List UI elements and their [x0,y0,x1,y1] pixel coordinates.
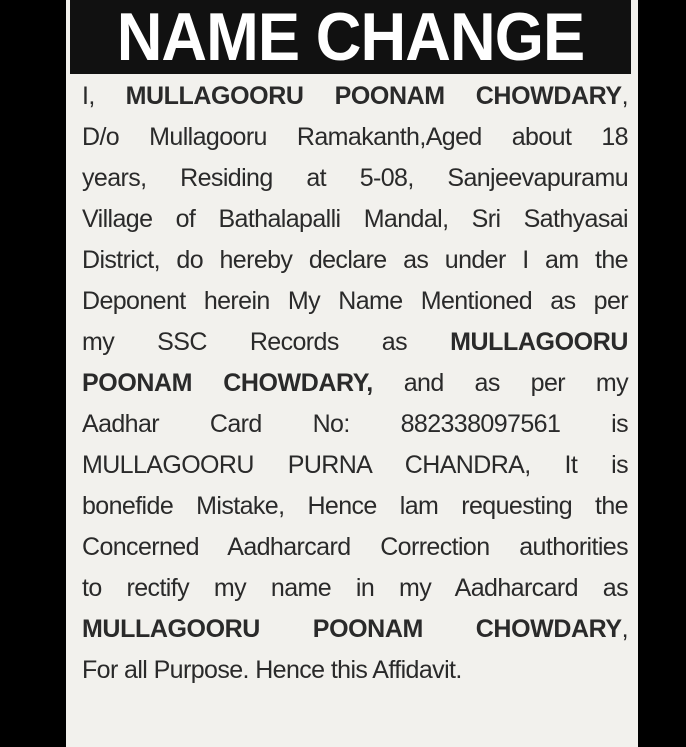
notice-line-3: years, Residing at 5-08, Sanjeevapuramu [82,164,628,192]
notice-line-11: bonefide Mistake, Hence lam requesting the [82,492,628,520]
notice-line-4: Village of Bathalapalli Mandal, Sri Sathyasai [82,205,628,233]
newspaper-clipping [66,0,638,747]
notice-line-9: Aadhar Card No: 882338097561 is [82,410,628,438]
notice-line-6: Deponent herein My Name Mentioned as per [82,287,628,315]
title-banner [70,0,631,74]
notice-line-1: I, MULLAGOORU POONAM CHOWDARY, [82,82,628,110]
notice-line-13: to rectify my name in my Aadharcard as [82,574,628,602]
notice-line-8: POONAM CHOWDARY, and as per my [82,369,629,397]
notice-line-5: District, do hereby declare as under I am the [82,246,628,274]
notice-line-15: For all Purpose. Hence this Affidavit. [82,656,462,684]
notice-body [82,78,628,747]
notice-line-12: Concerned Aadharcard Correction authorities [82,533,628,561]
notice-title: NAME CHANGE [116,0,585,75]
notice-line-14: MULLAGOORU POONAM CHOWDARY, [82,615,628,643]
notice-line-10: MULLAGOORU PURNA CHANDRA, It is [82,451,628,479]
notice-line-2: D/o Mullagooru Ramakanth,Aged about 18 [82,123,628,151]
notice-line-7: my SSC Records as MULLAGOORU [82,328,628,356]
